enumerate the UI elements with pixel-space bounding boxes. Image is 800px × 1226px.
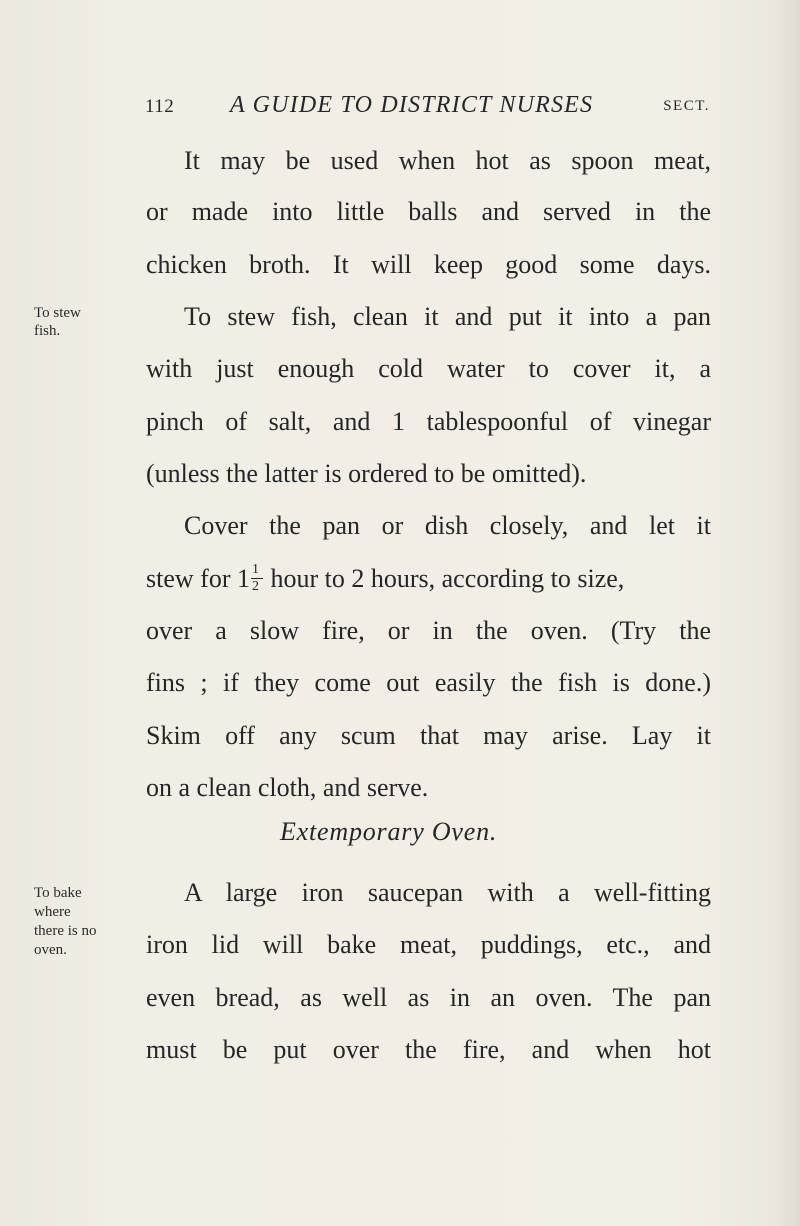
margin-note-bake-line-4: oven. xyxy=(34,942,67,958)
body-line: with just enough cold water to cover it, a xyxy=(146,354,711,383)
margin-note-bake-line-3: there is no xyxy=(34,923,97,939)
page-number: 112 xyxy=(145,96,175,117)
body-line: Skim off any scum that may arise. Lay it xyxy=(146,721,711,750)
body-line: To stew fish, clean it and put it into a pan xyxy=(184,302,711,331)
section-subheading: Extemporary Oven. xyxy=(280,817,498,846)
margin-note-stew-line-1: To stew xyxy=(34,305,81,321)
running-header xyxy=(145,92,710,122)
margin-note-bake-line-1: To bake xyxy=(34,885,82,901)
margin-note-bake-line-2: where xyxy=(34,904,71,920)
body-line: fins ; if they come out easily the fish is done.) xyxy=(146,668,711,697)
fraction-denominator: 2 xyxy=(251,579,259,594)
one-half-fraction xyxy=(250,562,264,594)
body-line-fraction xyxy=(146,564,711,594)
fraction-line-rest: hour to 2 hours, according to size, xyxy=(270,564,625,593)
fraction-line-prefix: stew for 1 xyxy=(146,564,250,593)
body-line: (unless the latter is ordered to be omitted). xyxy=(146,459,587,488)
body-line: It may be used when hot as spoon meat, xyxy=(184,146,711,175)
margin-note-stew-line-2: fish. xyxy=(34,323,61,339)
body-line: over a slow fire, or in the oven. (Try the xyxy=(146,616,711,645)
section-label: SECT. xyxy=(663,98,710,114)
body-line: even bread, as well as in an oven. The pan xyxy=(146,983,711,1012)
body-line: A large iron saucepan with a well-fitting xyxy=(184,878,711,907)
body-line: on a clean cloth, and serve. xyxy=(146,773,429,802)
fraction-numerator: 1 xyxy=(251,562,259,577)
body-line: or made into little balls and served in the xyxy=(146,197,711,226)
running-title: A GUIDE TO DISTRICT NURSES xyxy=(230,92,594,118)
body-line: iron lid will bake meat, puddings, etc., and xyxy=(146,930,711,959)
body-line: pinch of salt, and 1 tablespoonful of vinegar xyxy=(146,407,711,436)
body-line: chicken broth. It will keep good some days. xyxy=(146,250,711,279)
body-line: Cover the pan or dish closely, and let it xyxy=(184,511,711,540)
body-line: must be put over the fire, and when hot xyxy=(146,1035,711,1064)
page-edge-shadow xyxy=(774,0,800,1226)
